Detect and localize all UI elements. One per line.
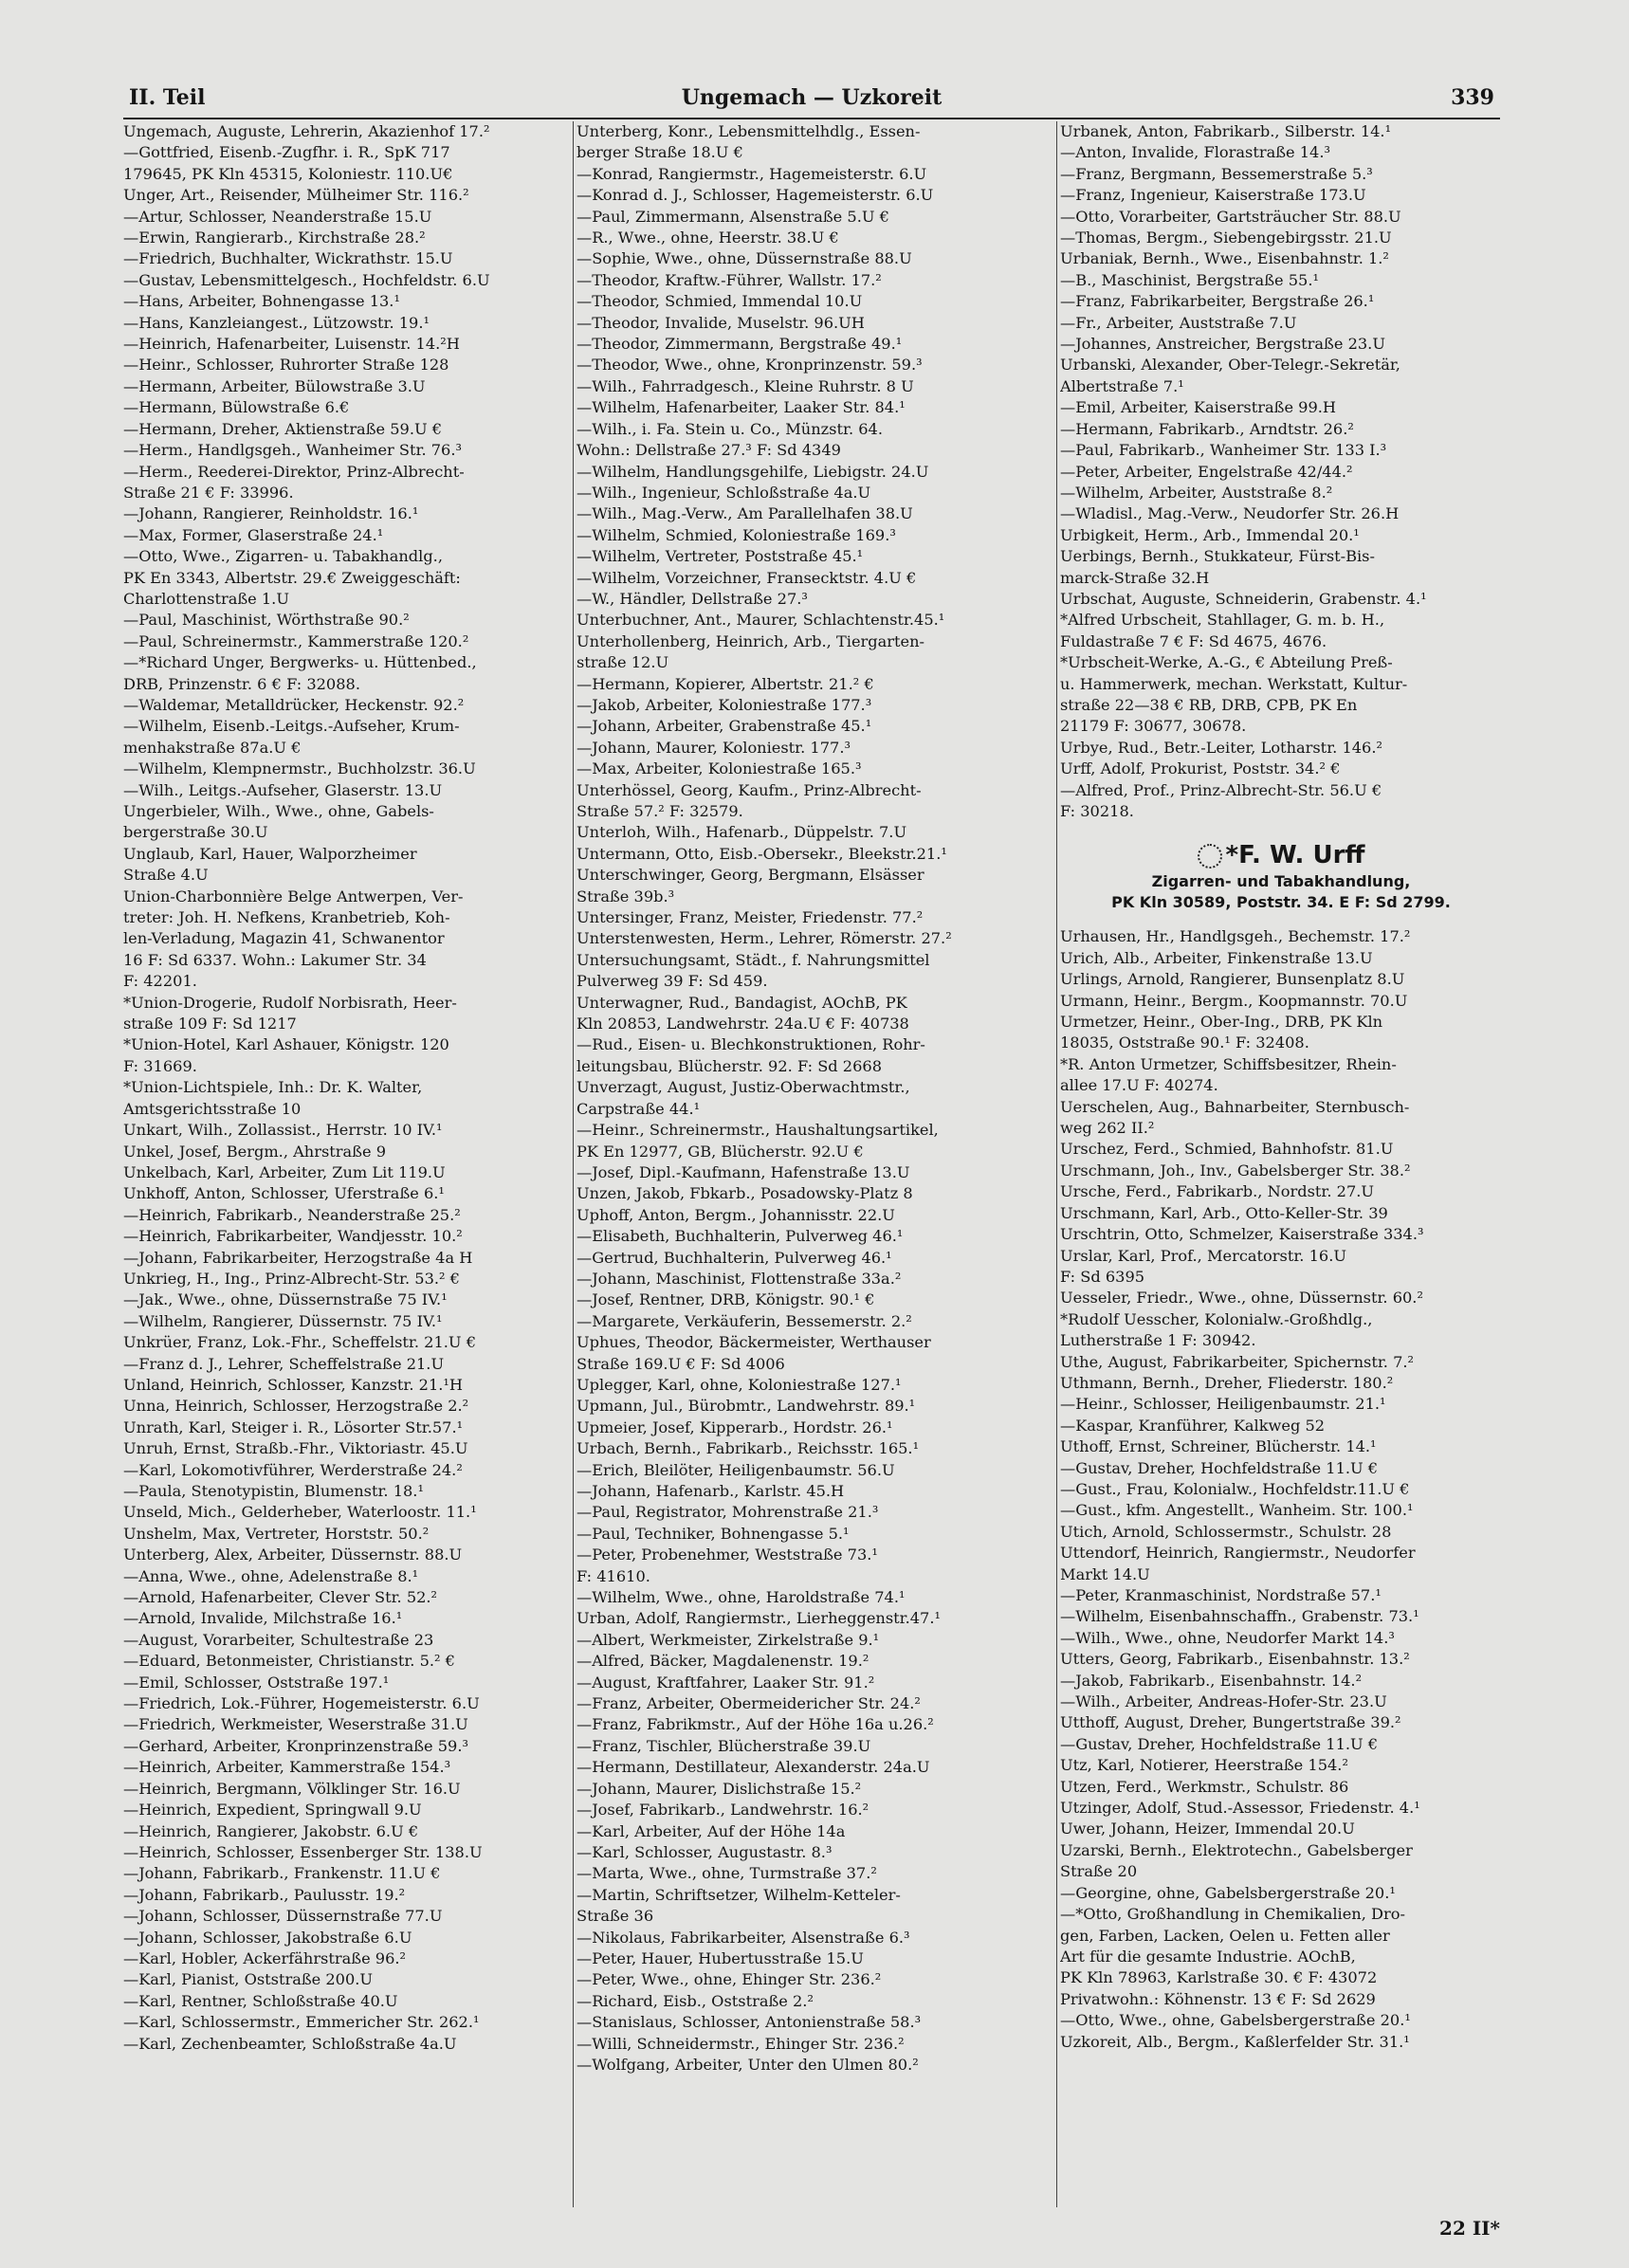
directory-entry: Urbach, Bernh., Fabrikarb., Reichsstr. 165.¹	[577, 1439, 920, 1458]
directory-entry: —Wilh., i. Fa. Stein u. Co., Münzstr. 64.	[577, 419, 883, 438]
directory-entry: F: 31669.	[123, 1056, 197, 1075]
directory-entry: Unterloh, Wilh., Hafenarb., Düppelstr. 7.U	[577, 823, 907, 842]
directory-entry: —Jakob, Fabrikarb., Eisenbahnstr. 14.²	[1060, 1671, 1363, 1690]
directory-entry: —Hermann, Fabrikarb., Arndtstr. 26.²	[1060, 419, 1354, 438]
directory-entry: Untermann, Otto, Eisb.-Obersekr., Bleekstr.21.¹	[577, 844, 947, 863]
directory-entry: Straße 4.U	[123, 866, 209, 885]
directory-entry: —Hermann, Kopierer, Albertstr. 21.² €	[577, 674, 874, 693]
directory-entry: Uphues, Theodor, Bäckermeister, Werthauser	[577, 1333, 931, 1352]
directory-entry: —Heinrich, Rangierer, Jakobstr. 6.U €	[123, 1821, 419, 1840]
directory-entry: Privatwohn.: Köhnenstr. 13 € F: Sd 2629	[1060, 1989, 1376, 2008]
directory-entry: —Peter, Kranmaschinist, Nordstraße 57.¹	[1060, 1586, 1382, 1604]
directory-entry: —Anna, Wwe., ohne, Adelenstraße 8.¹	[123, 1566, 419, 1585]
directory-entry: Ungemach, Auguste, Lehrerin, Akazienhof 17.²	[123, 122, 490, 140]
directory-entry: PK Kln 78963, Karlstraße 30. € F: 43072	[1060, 1968, 1378, 1987]
directory-entry: —Karl, Arbeiter, Auf der Höhe 14a	[577, 1821, 846, 1840]
directory-entry: —Josef, Fabrikarb., Landwehrstr. 16.²	[577, 1801, 869, 1820]
directory-entry: Unshelm, Max, Vertreter, Horststr. 50.²	[123, 1524, 430, 1543]
directory-entry: —Wilh., Ingenieur, Schloßstraße 4a.U	[577, 483, 871, 502]
directory-entry: Urmetzer, Heinr., Ober-Ing., DRB, PK Kln	[1060, 1013, 1383, 1032]
directory-entry: —Johann, Maurer, Koloniestr. 177.³	[577, 738, 851, 757]
directory-entry: —Hermann, Dreher, Aktienstraße 59.U €	[123, 419, 443, 438]
directory-entry: —Franz, Arbeiter, Obermeidericher Str. 24.²	[577, 1694, 921, 1713]
directory-entry: treter: Joh. H. Nefkens, Kranbetrieb, Koh-	[123, 908, 450, 927]
directory-entry: —August, Kraftfahrer, Laaker Str. 91.²	[577, 1673, 875, 1692]
directory-entry: Unglaub, Karl, Hauer, Walporzheimer	[123, 844, 417, 863]
directory-entry: —Fr., Arbeiter, Auststraße 7.U	[1060, 313, 1297, 332]
directory-entry: —Gust., kfm. Angestellt., Wanheim. Str. 100.¹	[1060, 1501, 1414, 1520]
directory-entry: weg 262 II.²	[1060, 1119, 1155, 1138]
directory-entry: Uttendorf, Heinrich, Rangiermstr., Neudorfer	[1060, 1544, 1416, 1563]
directory-entry: Unland, Heinrich, Schlosser, Kanzstr. 21.¹H	[123, 1375, 464, 1394]
directory-entry: Uerschelen, Aug., Bahnarbeiter, Sternbusch-	[1060, 1097, 1410, 1116]
directory-entry: Union-Charbonnière Belge Antwerpen, Ver-	[123, 887, 464, 905]
directory-entry: —Emil, Arbeiter, Kaiserstraße 99.H	[1060, 398, 1337, 417]
directory-entry: —Heinr., Schreinermstr., Haushaltungsartikel,	[577, 1121, 939, 1140]
directory-entry: —Franz, Tischler, Blücherstraße 39.U	[577, 1736, 871, 1755]
directory-entry: —Theodor, Invalide, Muselstr. 96.UH	[577, 313, 865, 332]
directory-entry: —Alfred, Prof., Prinz-Albrecht-Str. 56.U €	[1060, 780, 1382, 799]
directory-entry: —Theodor, Schmied, Immendal 10.U	[577, 292, 863, 311]
directory-entry: —Peter, Probenehmer, Weststraße 73.¹	[577, 1546, 878, 1564]
header-rule	[123, 118, 1500, 119]
directory-entry: Straße 21 € F: 33996.	[123, 483, 294, 502]
directory-entry: Unruh, Ernst, Straßb.-Fhr., Viktoriastr. 45.U	[123, 1439, 468, 1458]
directory-entry: —Wilhelm, Arbeiter, Auststraße 8.²	[1060, 483, 1333, 502]
directory-entry: len-Verladung, Magazin 41, Schwanentor	[123, 929, 445, 948]
directory-entry: —Gertrud, Buchhalterin, Pulverweg 46.¹	[577, 1248, 892, 1267]
directory-entry: —Johann, Maschinist, Flottenstraße 33a.²	[577, 1269, 902, 1288]
directory-entry: Urbigkeit, Herm., Arb., Immendal 20.¹	[1060, 525, 1360, 544]
directory-entry: Upmann, Jul., Bürobmtr., Landwehrstr. 89.¹	[577, 1397, 916, 1416]
directory-entry: Unterbuchner, Ant., Maurer, Schlachtenstr.45.¹	[577, 611, 945, 630]
directory-entry: *Union-Lichtspiele, Inh.: Dr. K. Walter,	[123, 1078, 423, 1097]
directory-entry: Uthe, August, Fabrikarbeiter, Spichernstr. 7.²	[1060, 1352, 1415, 1371]
directory-entry: Unkelbach, Karl, Arbeiter, Zum Lit 119.U	[123, 1162, 446, 1181]
directory-entry: Ungerbieler, Wilh., Wwe., ohne, Gabels-	[123, 802, 434, 820]
directory-entry: Ursche, Ferd., Fabrikarb., Nordstr. 27.U	[1060, 1182, 1375, 1201]
directory-entry: Amtsgerichtsstraße 10	[123, 1099, 302, 1118]
directory-entry: —Sophie, Wwe., ohne, Düssernstraße 88.U	[577, 249, 912, 268]
directory-entry: *R. Anton Urmetzer, Schiffsbesitzer, Rhein-	[1060, 1054, 1397, 1073]
directory-entry: F: 30218.	[1060, 802, 1134, 820]
directory-entry: Urschmann, Karl, Arb., Otto-Keller-Str. 39	[1060, 1203, 1388, 1222]
directory-entry: —*Otto, Großhandlung in Chemikalien, Dro-	[1060, 1905, 1405, 1924]
directory-entry: —Gust., Frau, Kolonialw., Hochfeldstr.11.U €	[1060, 1479, 1410, 1498]
directory-entry: —Emil, Schlosser, Oststraße 197.¹	[123, 1673, 390, 1692]
directory-entry: Unkel, Josef, Bergm., Ahrstraße 9	[123, 1142, 387, 1161]
directory-entry: —Theodor, Zimmermann, Bergstraße 49.¹	[577, 335, 903, 354]
directory-entry: —Heinrich, Bergmann, Völklinger Str. 16.U	[123, 1779, 461, 1798]
directory-entry: —Heinr., Schlosser, Heiligenbaumstr. 21.¹	[1060, 1395, 1386, 1414]
directory-entry: —Franz, Bergmann, Bessemerstraße 5.³	[1060, 164, 1373, 183]
directory-entry: Upmeier, Josef, Kipperarb., Hordstr. 26.¹	[577, 1418, 893, 1436]
directory-entry: —Erwin, Rangierarb., Kirchstraße 28.²	[123, 229, 426, 247]
directory-entry: —Paul, Zimmermann, Alsenstraße 5.U €	[577, 207, 889, 226]
directory-entry: Uzarski, Bernh., Elektrotechn., Gabelsberger	[1060, 1840, 1413, 1859]
directory-entry: F: 41610.	[577, 1566, 650, 1585]
directory-entry: —Paul, Registrator, Mohrenstraße 21.³	[577, 1503, 879, 1522]
directory-entry: Urschmann, Joh., Inv., Gabelsberger Str. 38.²	[1060, 1161, 1411, 1180]
directory-entry: F: Sd 6395	[1060, 1267, 1145, 1286]
directory-entry: Urmann, Heinr., Bergm., Koopmannstr. 70.U	[1060, 991, 1408, 1010]
directory-entry: Unkhoff, Anton, Schlosser, Uferstraße 6.¹	[123, 1184, 445, 1203]
directory-entry: —Hermann, Arbeiter, Bülowstraße 3.U	[123, 376, 426, 395]
directory-entry: Pulverweg 39 F: Sd 459.	[577, 972, 768, 991]
directory-entry: *Union-Hotel, Karl Ashauer, Königstr. 120	[123, 1035, 449, 1054]
directory-entry: Albertstraße 7.¹	[1060, 376, 1184, 395]
directory-entry: —Johann, Fabrikarb., Frankenstr. 11.U €	[123, 1864, 441, 1883]
directory-entry: Unkart, Wilh., Zollassist., Herrstr. 10 IV.¹	[123, 1121, 443, 1140]
sun-logo-icon	[1198, 844, 1222, 869]
directory-entry: —Theodor, Wwe., ohne, Kronprinzenstr. 59.³	[577, 356, 923, 375]
directory-entry: Utzinger, Adolf, Stud.-Assessor, Friedenstr. 4.¹	[1060, 1799, 1420, 1818]
directory-entry: Lutherstraße 1 F: 30942.	[1060, 1331, 1256, 1350]
directory-entry: —Wilh., Mag.-Verw., Am Parallelhafen 38.U	[577, 504, 913, 523]
directory-entry: Unna, Heinrich, Schlosser, Herzogstraße 2.²	[123, 1397, 469, 1416]
directory-entry: Uerbings, Bernh., Stukkateur, Fürst-Bis-	[1060, 547, 1375, 566]
directory-entry: —Gerhard, Arbeiter, Kronprinzenstraße 59.³	[123, 1736, 468, 1755]
directory-entry: Urlings, Arnold, Rangierer, Bunsenplatz 8.U	[1060, 970, 1405, 989]
directory-entry: —Franz, Fabrikmstr., Auf der Höhe 16a u.26.²	[577, 1715, 934, 1734]
directory-entry: —Otto, Wwe., ohne, Gabelsbergerstraße 20.¹	[1060, 2011, 1411, 2030]
directory-entry: Utters, Georg, Fabrikarb., Eisenbahnstr. 13.²	[1060, 1650, 1410, 1669]
directory-entry: —Heinr., Schlosser, Ruhrorter Straße 128	[123, 356, 449, 375]
directory-entry: —Jakob, Arbeiter, Koloniestraße 177.³	[577, 695, 872, 714]
directory-entry: —Heinrich, Arbeiter, Kammerstraße 154.³	[123, 1758, 451, 1777]
directory-entry: —Wladisl., Mag.-Verw., Neudorfer Str. 26.H	[1060, 504, 1400, 523]
signature-mark: 22 II*	[1439, 2217, 1500, 2240]
directory-entry: —Wolfgang, Arbeiter, Unter den Ulmen 80.²	[577, 2055, 919, 2074]
directory-entry: —Peter, Hauer, Hubertusstraße 15.U	[577, 1948, 864, 1967]
directory-entry: Unterberg, Alex, Arbeiter, Düssernstr. 88.U	[123, 1546, 463, 1564]
directory-entry: leitungsbau, Blücherstr. 92. F: Sd 2668	[577, 1056, 882, 1075]
directory-entry: *Urbscheit-Werke, A.-G., € Abteilung Preß-	[1060, 653, 1393, 672]
directory-entry: straße 12.U	[577, 653, 669, 672]
directory-entry: Fuldastraße 7 € F: Sd 4675, 4676.	[1060, 631, 1327, 650]
directory-entry: —Friedrich, Buchhalter, Wickrathstr. 15.U	[123, 249, 453, 268]
directory-entry: Straße 36	[577, 1907, 654, 1926]
directory-entry: —Margarete, Verkäuferin, Bessemerstr. 2.²	[577, 1311, 912, 1330]
directory-entry: —Friedrich, Lok.-Führer, Hogemeisterstr. 6.U	[123, 1694, 480, 1713]
directory-entry: Unterhössel, Georg, Kaufm., Prinz-Albrecht-	[577, 780, 922, 799]
advertisement-urff	[1060, 822, 1502, 926]
directory-entry: Unkrüer, Franz, Lok.-Fhr., Scheffelstr. 21.U €	[123, 1333, 477, 1352]
directory-entry: —Arnold, Hafenarbeiter, Clever Str. 52.²	[123, 1588, 438, 1607]
directory-entry: —Theodor, Kraftw.-Führer, Wallstr. 17.²	[577, 270, 882, 289]
column-3-top-entries	[1060, 121, 1502, 822]
directory-entry: —Peter, Wwe., ohne, Ehinger Str. 236.²	[577, 1970, 882, 1989]
directory-entry: —Eduard, Betonmeister, Christianstr. 5.² €	[123, 1652, 455, 1671]
directory-entry: Urbschat, Auguste, Schneiderin, Grabenstr. 4.¹	[1060, 589, 1427, 608]
directory-entry: —Wilhelm, Schmied, Koloniestraße 169.³	[577, 525, 896, 544]
directory-entry: —Johann, Arbeiter, Grabenstraße 45.¹	[577, 717, 872, 736]
directory-entry: —*Richard Unger, Bergwerks- u. Hüttenbed.,	[123, 653, 477, 672]
directory-entry: —Josef, Rentner, DRB, Königstr. 90.¹ €	[577, 1290, 875, 1309]
directory-entry: —Jak., Wwe., ohne, Düssernstraße 75 IV.¹	[123, 1290, 448, 1309]
directory-entry: Straße 20	[1060, 1862, 1138, 1881]
directory-entry: —Karl, Pianist, Oststraße 200.U	[123, 1970, 374, 1989]
directory-entry: —Franz, Fabrikarbeiter, Bergstraße 26.¹	[1060, 292, 1375, 311]
directory-entry: Straße 57.² F: 32579.	[577, 802, 743, 820]
directory-entry: —Hans, Arbeiter, Bohnengasse 13.¹	[123, 292, 400, 311]
directory-entry: —Wilhelm, Eisenb.-Leitgs.-Aufseher, Krum-	[123, 717, 460, 736]
directory-entry: —Johann, Hafenarb., Karlstr. 45.H	[577, 1482, 845, 1500]
directory-entry: Uwer, Johann, Heizer, Immendal 20.U	[1060, 1820, 1355, 1838]
directory-entry: —Otto, Wwe., Zigarren- u. Tabakhandlg.,	[123, 547, 443, 566]
directory-entry: Urslar, Karl, Prof., Mercatorstr. 16.U	[1060, 1246, 1346, 1265]
directory-entry: —Hans, Kanzleiangest., Lützowstr. 19.¹	[123, 313, 430, 332]
directory-entry: Unger, Art., Reisender, Mülheimer Str. 116.²	[123, 186, 469, 205]
page-header	[129, 85, 1494, 118]
column-3	[1060, 121, 1502, 2207]
directory-entry: —Heinrich, Fabrikarb., Neanderstraße 25.²	[123, 1205, 461, 1224]
directory-entry: —Konrad d. J., Schlosser, Hagemeisterstr. 6.U	[577, 186, 934, 205]
directory-entry: marck-Straße 32.H	[1060, 568, 1210, 587]
directory-entry: —Richard, Eisb., Oststraße 2.²	[577, 1991, 814, 2010]
section-label: II. Teil	[129, 85, 206, 110]
directory-entry: Art für die gesamte Industrie. AOchB,	[1060, 1947, 1356, 1966]
directory-entry: —Johann, Maurer, Dislichstraße 15.²	[577, 1779, 862, 1798]
directory-entry: —Herm., Reederei-Direktor, Prinz-Albrecht-	[123, 462, 465, 481]
directory-entry: —Paul, Schreinermstr., Kammerstraße 120.²	[123, 631, 469, 650]
directory-entry: Untersinger, Franz, Meister, Friedenstr. 77.²	[577, 908, 924, 927]
directory-entry: berger Straße 18.U €	[577, 143, 743, 162]
directory-entry: —Waldemar, Metalldrücker, Heckenstr. 92.²	[123, 695, 465, 714]
directory-entry: Charlottenstraße 1.U	[123, 589, 289, 608]
directory-entry: straße 22—38 € RB, DRB, CPB, PK En	[1060, 695, 1358, 714]
directory-entry: —Max, Arbeiter, Koloniestraße 165.³	[577, 759, 862, 778]
directory-entry: —Johann, Fabrikarbeiter, Herzogstraße 4a H	[123, 1248, 473, 1267]
directory-entry: Unterwagner, Rud., Bandagist, AOchB, PK	[577, 993, 907, 1012]
directory-entry: 16 F: Sd 6337. Wohn.: Lakumer Str. 34	[123, 950, 427, 969]
column-1	[123, 121, 569, 2207]
directory-entry: menhakstraße 87a.U €	[123, 738, 302, 757]
directory-entry: —Gustav, Lebensmittelgesch., Hochfeldstr. 6.U	[123, 270, 490, 289]
directory-entry: —Franz d. J., Lehrer, Scheffelstraße 21.U	[123, 1354, 445, 1373]
directory-entry: —Johann, Schlosser, Jakobstraße 6.U	[123, 1928, 412, 1947]
directory-entry: Urbye, Rud., Betr.-Leiter, Lotharstr. 146.²	[1060, 738, 1382, 757]
directory-entry: Unzen, Jakob, Fbkarb., Posadowsky-Platz 8	[577, 1184, 913, 1203]
directory-entry: —Wilhelm, Hafenarbeiter, Laaker Str. 84.¹	[577, 398, 906, 417]
directory-entry: —Martin, Schriftsetzer, Wilhelm-Ketteler-	[577, 1885, 901, 1904]
directory-entry: —Franz, Ingenieur, Kaiserstraße 173.U	[1060, 186, 1366, 205]
directory-entry: 18035, Oststraße 90.¹ F: 32408.	[1060, 1033, 1309, 1052]
directory-entry: Straße 169.U € F: Sd 4006	[577, 1354, 785, 1373]
column-divider	[573, 121, 574, 2207]
directory-entry: —Gottfried, Eisenb.-Zugfhr. i. R., SpK 717	[123, 143, 450, 162]
directory-entry: —Konrad, Rangiermstr., Hagemeisterstr. 6.U	[577, 164, 927, 183]
directory-entry: —Kaspar, Kranführer, Kalkweg 52	[1060, 1416, 1326, 1435]
directory-entry: PK En 12977, GB, Blücherstr. 92.U €	[577, 1142, 864, 1161]
directory-entry: Uzkoreit, Alb., Bergm., Kaßlerfelder Str. 31.¹	[1060, 2032, 1410, 2051]
directory-entry: —Wilhelm, Eisenbahnschaffn., Grabenstr. 73.¹	[1060, 1607, 1419, 1626]
directory-entry: —Gustav, Dreher, Hochfeldstraße 11.U €	[1060, 1734, 1379, 1753]
directory-entry: Urich, Alb., Arbeiter, Finkenstraße 13.U	[1060, 948, 1373, 967]
directory-entry: Unkrieg, H., Ing., Prinz-Albrecht-Str. 53.² €	[123, 1269, 460, 1288]
directory-entry: Unterberg, Konr., Lebensmittelhdlg., Essen-	[577, 122, 921, 140]
ad-contact-line: PK Kln 30589, Poststr. 34. E F: Sd 2799.	[1111, 893, 1451, 912]
directory-entry: —Gustav, Dreher, Hochfeldstraße 11.U €	[1060, 1458, 1379, 1477]
directory-entry: Unterschwinger, Georg, Bergmann, Elsässer	[577, 866, 924, 885]
column-2	[577, 121, 1057, 2207]
directory-entry: —Otto, Vorarbeiter, Gartsträucher Str. 88.U	[1060, 207, 1401, 226]
column-3-bottom-entries	[1060, 926, 1502, 2053]
directory-entry: —Wilhelm, Handlungsgehilfe, Liebigstr. 24.U	[577, 462, 929, 481]
directory-entry: Unterstenwesten, Herm., Lehrer, Römerstr. 27.²	[577, 929, 952, 948]
directory-entry: —Hermann, Destillateur, Alexanderstr. 24a.U	[577, 1758, 930, 1777]
directory-entry: —Wilh., Arbeiter, Andreas-Hofer-Str. 23.U	[1060, 1692, 1387, 1711]
directory-entry: —Alfred, Bäcker, Magdalenenstr. 19.²	[577, 1652, 869, 1671]
directory-entry: F: 42201.	[123, 972, 197, 991]
directory-entry: —Paula, Stenotypistin, Blumenstr. 18.¹	[123, 1482, 424, 1500]
ad-business-line: Zigarren- und Tabakhandlung,	[1151, 872, 1411, 891]
directory-entry: —Heinrich, Fabrikarbeiter, Wandjesstr. 10.²	[123, 1227, 463, 1246]
directory-entry: —Karl, Lokomotivführer, Werderstraße 24.²	[123, 1460, 463, 1479]
directory-entry: gen, Farben, Lacken, Oelen u. Fetten aller	[1060, 1926, 1390, 1945]
directory-entry: Utthoff, August, Dreher, Bungertstraße 39.²	[1060, 1713, 1401, 1732]
directory-entry: —Wilhelm, Klempnermstr., Buchholzstr. 36.U	[123, 759, 476, 778]
directory-entry: —Thomas, Bergm., Siebengebirgsstr. 21.U	[1060, 229, 1392, 247]
directory-entry: Urbanek, Anton, Fabrikarb., Silberstr. 14.¹	[1060, 122, 1392, 140]
directory-entry: —Wilh., Wwe., ohne, Neudorfer Markt 14.³	[1060, 1628, 1395, 1647]
directory-entry: —Marta, Wwe., ohne, Turmstraße 37.²	[577, 1864, 877, 1883]
directory-entry: —Karl, Schlossermstr., Emmericher Str. 262.¹	[123, 2013, 480, 2032]
directory-entry: Untersuchungsamt, Städt., f. Nahrungsmittel	[577, 950, 930, 969]
directory-entry: —W., Händler, Dellstraße 27.³	[577, 589, 808, 608]
directory-entry: —Johann, Fabrikarb., Paulusstr. 19.²	[123, 1885, 406, 1904]
directory-entry: —Georgine, ohne, Gabelsbergerstraße 20.¹	[1060, 1883, 1396, 1902]
directory-entry: —Heinrich, Schlosser, Essenberger Str. 138.U	[123, 1842, 483, 1861]
directory-entry: —Wilh., Leitgs.-Aufseher, Glaserstr. 13.U	[123, 780, 443, 799]
directory-entry: Unseld, Mich., Gelderheber, Waterloostr. 11.¹	[123, 1503, 477, 1522]
directory-entry: 21179 F: 30677, 30678.	[1060, 717, 1247, 736]
directory-entry: Straße 39b.³	[577, 887, 675, 905]
directory-entry: Carpstraße 44.¹	[577, 1099, 701, 1118]
directory-entry: —Stanislaus, Schlosser, Antonienstraße 58.³	[577, 2013, 922, 2032]
directory-entry: *Union-Drogerie, Rudolf Norbisrath, Heer-	[123, 993, 457, 1012]
directory-entry: —Elisabeth, Buchhalterin, Pulverweg 46.¹	[577, 1227, 904, 1246]
directory-entry: —Artur, Schlosser, Neanderstraße 15.U	[123, 207, 432, 226]
directory-entry: 179645, PK Kln 45315, Koloniestr. 110.U€	[123, 164, 453, 183]
directory-entry: straße 109 F: Sd 1217	[123, 1015, 297, 1033]
directory-entry: —Heinrich, Hafenarbeiter, Luisenstr. 14.²H	[123, 335, 460, 354]
directory-entry: Markt 14.U	[1060, 1564, 1150, 1583]
directory-entry: Unrath, Karl, Steiger i. R., Lösorter Str.57.¹	[123, 1418, 464, 1436]
directory-entry: —Wilh., Fahrradgesch., Kleine Ruhrstr. 8 U	[577, 376, 914, 395]
directory-entry: Kln 20853, Landwehrstr. 24a.U € F: 40738	[577, 1015, 909, 1033]
directory-entry: Unterhollenberg, Heinrich, Arb., Tiergarten-	[577, 631, 925, 650]
directory-entry: —Wilhelm, Wwe., ohne, Haroldstraße 74.¹	[577, 1588, 906, 1607]
directory-entry: —Josef, Dipl.-Kaufmann, Hafenstraße 13.U	[577, 1162, 910, 1181]
directory-entry: —Willi, Schneidermstr., Ehinger Str. 236.²	[577, 2034, 905, 2053]
directory-entry: Urschtrin, Otto, Schmelzer, Kaiserstraße 334.³	[1060, 1225, 1424, 1244]
directory-entry: Uesseler, Friedr., Wwe., ohne, Düssernstr. 60.²	[1060, 1289, 1423, 1308]
directory-entry: Uthmann, Bernh., Dreher, Fliederstr. 180.²	[1060, 1373, 1394, 1392]
directory-entry: —Karl, Schlosser, Augustastr. 8.³	[577, 1842, 833, 1861]
directory-entry: —Wilhelm, Vorzeichner, Fransecktstr. 4.U €	[577, 568, 917, 587]
directory-entry: —Karl, Zechenbeamter, Schloßstraße 4a.U	[123, 2034, 457, 2053]
directory-entry: —Johann, Schlosser, Düssernstraße 77.U	[123, 1907, 443, 1926]
directory-entry: Uthoff, Ernst, Schreiner, Blücherstr. 14.¹	[1060, 1437, 1377, 1456]
directory-entry: —Wilhelm, Rangierer, Düssernstr. 75 IV.¹	[123, 1311, 443, 1330]
directory-entry: Utzen, Ferd., Werkmstr., Schulstr. 86	[1060, 1777, 1349, 1796]
directory-entry: —Erich, Bleilöter, Heiligenbaumstr. 56.U	[577, 1460, 895, 1479]
directory-entry: —Nikolaus, Fabrikarbeiter, Alsenstraße 6.³	[577, 1928, 910, 1947]
directory-entry: bergerstraße 30.U	[123, 823, 268, 842]
directory-entry: Urbaniak, Bernh., Wwe., Eisenbahnstr. 1.²	[1060, 249, 1389, 268]
directory-entry: —Karl, Hobler, Ackerfährstraße 96.²	[123, 1948, 407, 1967]
directory-entry: PK En 3343, Albertstr. 29.€ Zweiggeschäft:	[123, 568, 461, 587]
directory-entry: —Anton, Invalide, Florastraße 14.³	[1060, 143, 1330, 162]
directory-entry: —Heinrich, Expedient, Springwall 9.U	[123, 1801, 422, 1820]
directory-entry: —Wilhelm, Vertreter, Poststraße 45.¹	[577, 547, 864, 566]
directory-entry: —R., Wwe., ohne, Heerstr. 38.U €	[577, 229, 839, 247]
directory-entry: —Max, Former, Glaserstraße 24.¹	[123, 525, 384, 544]
directory-entry: Urff, Adolf, Prokurist, Poststr. 34.² €	[1060, 759, 1341, 778]
directory-entry: allee 17.U F: 40274.	[1060, 1076, 1218, 1095]
directory-entry: —Hermann, Bülowstraße 6.€	[123, 398, 350, 417]
directory-entry: —August, Vorarbeiter, Schultestraße 23	[123, 1630, 434, 1649]
directory-entry: DRB, Prinzenstr. 6 € F: 32088.	[123, 674, 360, 693]
directory-entry: —Paul, Techniker, Bohnengasse 5.¹	[577, 1524, 850, 1543]
directory-entry: Urban, Adolf, Rangiermstr., Lierheggenstr.47.¹	[577, 1609, 941, 1628]
directory-entry: Utich, Arnold, Schlossermstr., Schulstr. 28	[1060, 1522, 1392, 1541]
directory-entry: Wohn.: Dellstraße 27.³ F: Sd 4349	[577, 441, 841, 460]
directory-entry: —Arnold, Invalide, Milchstraße 16.¹	[123, 1609, 403, 1628]
page-title: Ungemach — Uzkoreit	[681, 85, 943, 110]
ad-company-name: *F. W. Urff	[1225, 841, 1365, 870]
page-number: 339	[1451, 85, 1494, 110]
directory-entry: Utz, Karl, Notierer, Heerstraße 154.²	[1060, 1756, 1348, 1775]
directory-entry: —Karl, Rentner, Schloßstraße 40.U	[123, 1991, 398, 2010]
directory-entry: —Peter, Arbeiter, Engelstraße 42/44.²	[1060, 462, 1353, 481]
directory-entry: —Rud., Eisen- u. Blechkonstruktionen, Rohr-	[577, 1035, 925, 1054]
directory-entry: —Albert, Werkmeister, Zirkelstraße 9.¹	[577, 1630, 880, 1649]
directory-entry: Urhausen, Hr., Handlgsgeh., Bechemstr. 17.²	[1060, 927, 1411, 946]
directory-entry: u. Hammerwerk, mechan. Werkstatt, Kultur-	[1060, 674, 1408, 693]
directory-entry: Uphoff, Anton, Bergm., Johannisstr. 22.U	[577, 1205, 895, 1224]
directory-entry: Unverzagt, August, Justiz-Oberwachtmstr.,	[577, 1078, 910, 1097]
directory-entry: Urbanski, Alexander, Ober-Telegr.-Sekretär,	[1060, 356, 1400, 375]
directory-entry: —Friedrich, Werkmeister, Weserstraße 31.U	[123, 1715, 468, 1734]
directory-entry: —Johann, Rangierer, Reinholdstr. 16.¹	[123, 504, 419, 523]
directory-entry: *Alfred Urbscheit, Stahllager, G. m. b. H.,	[1060, 611, 1385, 630]
directory-entry: —Paul, Maschinist, Wörthstraße 90.²	[123, 611, 410, 630]
directory-entry: —Paul, Fabrikarb., Wanheimer Str. 133 I.³	[1060, 441, 1387, 460]
directory-entry: Urschez, Ferd., Schmied, Bahnhofstr. 81.U	[1060, 1140, 1394, 1159]
directory-entry: —Herm., Handlgsgeh., Wanheimer Str. 76.³	[123, 441, 462, 460]
directory-entry: —B., Maschinist, Bergstraße 55.¹	[1060, 270, 1319, 289]
directory-entry: *Rudolf Uesscher, Kolonialw.-Großhdlg.,	[1060, 1309, 1373, 1328]
directory-entry: Uplegger, Karl, ohne, Koloniestraße 127.¹	[577, 1375, 902, 1394]
directory-entry: —Johannes, Anstreicher, Bergstraße 23.U	[1060, 335, 1385, 354]
